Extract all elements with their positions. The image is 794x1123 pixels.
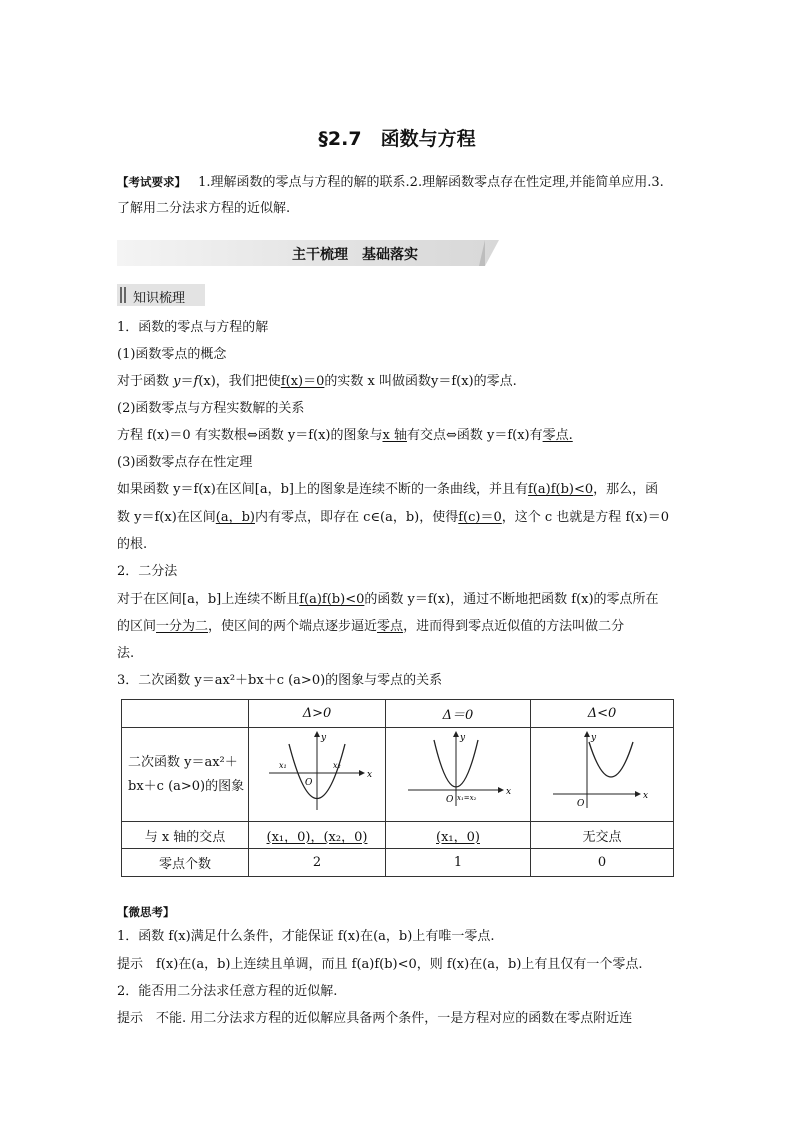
page-title: §2.7 函数与方程 (318, 128, 476, 150)
svg-text:x: x (506, 787, 512, 797)
intersection-one: (x₁，0) (386, 822, 531, 849)
s1-line5: 的根. (117, 537, 148, 552)
zero-count-zero: 0 (531, 849, 674, 877)
s3-heading: 3．二次函数 y＝ax²＋bx＋c (a>0)的图象与零点的关系 (117, 673, 443, 688)
intersection-none: 无交点 (531, 822, 674, 849)
s1-sub3: (3)函数零点存在性定理 (117, 455, 253, 470)
requirements-line-1: 【考试要求】 1.理解函数的零点与方程的解的联系.2.理解函数零点存在性定理,并能简单应用.3. (117, 175, 664, 190)
table-row-zero-count (122, 849, 674, 877)
s2-line2: 的区间一分为二，使区间的两个端点逐步逼近零点，进而得到零点近似值的方法叫做二分 (117, 619, 625, 634)
svg-text:y: y (321, 733, 327, 743)
table-header-delta-neg: Δ<0 (531, 700, 674, 728)
svg-text:x₂: x₂ (333, 761, 341, 770)
s1-sub2: (2)函数零点与方程实数解的关系 (117, 401, 305, 416)
table-row-graph-label: 二次函数 y＝ax²＋ bx＋c (a>0)的图象 (122, 728, 249, 822)
s1-line2: 方程 f(x)＝0 有实数根⇔函数 y＝f(x)的图象与x 轴有交点⇔函数 y＝f(x)有零点. (117, 428, 573, 443)
section-tag: 知识梳理 (117, 284, 205, 306)
s2-line3: 法. (117, 646, 135, 661)
micro-question-2: 2．能否用二分法求任意方程的近似解. (117, 984, 338, 999)
svg-text:O: O (446, 795, 454, 805)
micro-question-1: 1．函数 f(x)满足什么条件，才能保证 f(x)在(a，b)上有唯一零点. (117, 929, 495, 944)
table-row-zero-count-label: 零点个数 (122, 849, 249, 877)
s1-sub1: (1)函数零点的概念 (117, 347, 227, 362)
graph-no-root-svg (531, 728, 673, 817)
zero-count-one: 1 (386, 849, 531, 877)
svg-text:y: y (591, 733, 597, 743)
micro-answer-1: 提示 f(x)在(a，b)上连续且单调，而且 f(a)f(b)<0，则 f(x)在(a，b)上有且仅有一个零点. (117, 957, 643, 972)
svg-text:x: x (367, 770, 373, 780)
requirements-label: 【考试要求】 (117, 175, 186, 189)
graph-two-roots (249, 728, 386, 822)
zero-count-two: 2 (249, 849, 386, 877)
graph-two-roots-svg (249, 728, 385, 817)
tag-bar-icon (120, 287, 126, 303)
svg-text:x₁=x₂: x₁=x₂ (457, 794, 477, 802)
s1-line4: 数 y＝f(x)在区间(a，b)内有零点，即存在 c∈(a，b)，使得f(c)＝0，这个 c 也就是方程 f(x)＝0 (117, 510, 670, 525)
table-row-intersections (122, 822, 674, 849)
micro-answer-2: 提示 不能. 用二分法求方程的近似解应具备两个条件，一是方程对应的函数在零点附近连 (117, 1011, 633, 1026)
s1-heading: 1．函数的零点与方程的解 (117, 320, 269, 335)
s1-line1: 对于函数 y＝f(x)，我们把使f(x)＝0的实数 x 叫做函数y＝f(x)的零点. (117, 374, 517, 389)
quadratic-table (121, 699, 674, 877)
table-header-empty (122, 700, 249, 728)
table-header-delta-pos: Δ>0 (249, 700, 386, 728)
intersection-two: (x₁，0)，(x₂，0) (249, 822, 386, 849)
graph-one-root-svg (386, 728, 530, 817)
requirements-line-2: 了解用二分法求方程的近似解. (117, 201, 291, 216)
s2-line1: 对于在区间[a，b]上连续不断且f(a)f(b)<0的函数 y＝f(x)，通过不断地把函数 f(x)的零点所在 (117, 592, 659, 607)
s1-line3: 如果函数 y＝f(x)在区间[a，b]上的图象是连续不断的一条曲线，并且有f(a)f(b)<0，那么，函 (117, 482, 659, 497)
section-banner (117, 240, 675, 266)
table-row-graphs (122, 728, 674, 822)
table-header-row (122, 700, 674, 728)
svg-text:x: x (643, 791, 649, 801)
table-header-delta-zero: Δ＝0 (386, 700, 531, 728)
graph-no-root (531, 728, 674, 822)
micro-label: 【微思考】 (117, 905, 175, 919)
svg-text:x₁: x₁ (279, 761, 287, 770)
svg-text:O: O (305, 778, 313, 788)
svg-text:y: y (460, 733, 466, 743)
table-row-intersection-label: 与 x 轴的交点 (122, 822, 249, 849)
graph-one-root (386, 728, 531, 822)
banner-title: 主干梳理 基础落实 (292, 247, 418, 263)
s2-heading: 2．二分法 (117, 564, 178, 579)
svg-text:O: O (577, 799, 585, 809)
